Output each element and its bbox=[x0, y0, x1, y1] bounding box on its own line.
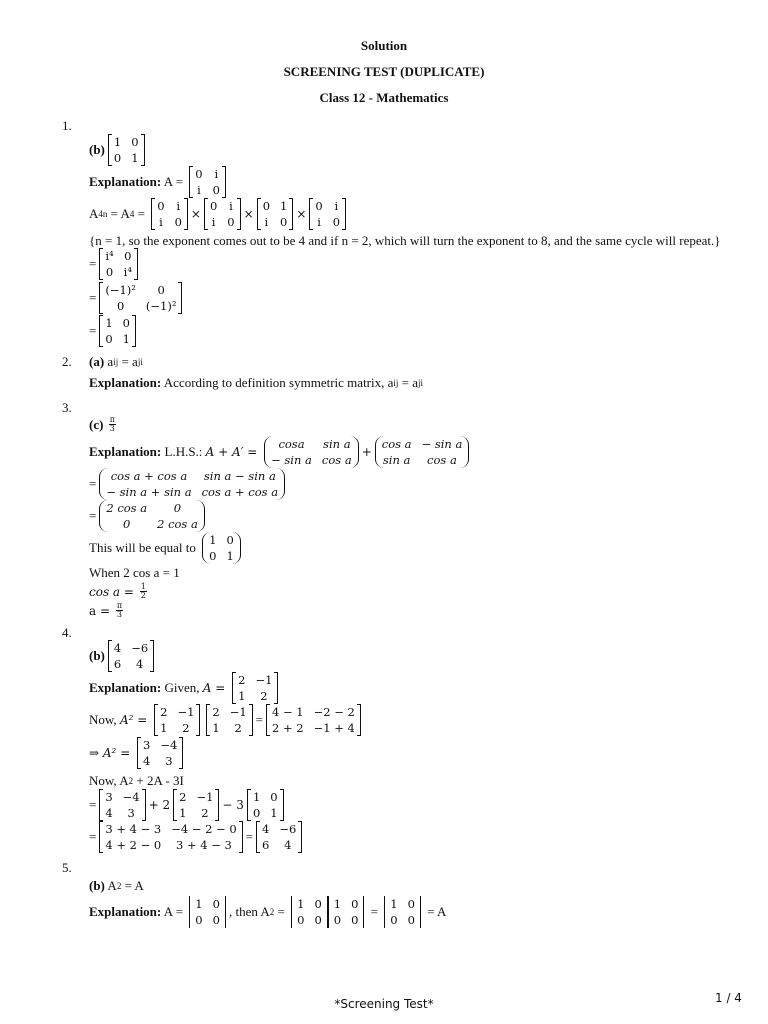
q1-r3 bbox=[99, 315, 136, 347]
q1-matrix-a bbox=[189, 166, 226, 198]
q5-m1 bbox=[291, 896, 328, 928]
matrix-cell: 0 bbox=[270, 790, 278, 804]
matrix-grid bbox=[204, 198, 241, 230]
q1-m4 bbox=[309, 198, 346, 230]
q3-a-lhs: a = bbox=[89, 603, 114, 618]
plus-symbol: + bbox=[361, 445, 372, 459]
matrix-cell: 1 bbox=[160, 721, 168, 735]
page-number: 1 / 4 bbox=[715, 991, 742, 1005]
matrix-cell: i bbox=[211, 215, 216, 229]
q1-m3 bbox=[257, 198, 294, 230]
matrix-grid bbox=[99, 248, 138, 280]
matrix-cell: 2 bbox=[160, 705, 168, 719]
frac-den: 3 bbox=[109, 424, 115, 433]
question-number-3: 3. bbox=[62, 400, 72, 415]
q3-when bbox=[89, 565, 180, 581]
q4-a-eq: A = bbox=[202, 681, 230, 695]
matrix-cell: 0 bbox=[297, 913, 305, 927]
matrix-grid bbox=[291, 896, 328, 928]
matrix-cell: 0 bbox=[157, 199, 165, 213]
equals: = bbox=[89, 829, 97, 844]
matrix-cell: 0 bbox=[407, 913, 415, 927]
matrix-cell: sin a bbox=[382, 453, 411, 467]
q3-m3 bbox=[99, 468, 285, 500]
equals: = bbox=[245, 829, 254, 844]
matrix-cell: cos a + cos a bbox=[110, 469, 188, 483]
q1-step3 bbox=[89, 315, 139, 347]
matrix-cell: 1 bbox=[131, 151, 139, 165]
matrix-cell: 4 bbox=[143, 754, 151, 768]
matrix-cell: 0 bbox=[390, 913, 398, 927]
matrix-cell: 0 bbox=[124, 249, 132, 263]
frac-num: 1 bbox=[140, 582, 146, 591]
matrix-cell: 0 bbox=[209, 549, 217, 563]
matrix-cell: 0 bbox=[226, 533, 234, 547]
q4-sq-result bbox=[266, 704, 361, 736]
matrix-grid bbox=[99, 315, 136, 347]
q1-r2 bbox=[99, 282, 182, 314]
q2-expl-sub1: ij bbox=[393, 378, 399, 388]
matrix-cell: −4 bbox=[122, 790, 140, 804]
q5-option: (b) bbox=[89, 878, 105, 893]
matrix-cell: 0 bbox=[105, 265, 114, 279]
q4-sum-matrix bbox=[99, 821, 242, 853]
matrix-cell: 1 bbox=[179, 806, 187, 820]
matrix-cell: 2 bbox=[212, 705, 220, 719]
q4-option: (b) bbox=[89, 648, 105, 663]
matrix-cell: 2 cos a bbox=[106, 501, 148, 515]
q5-result bbox=[384, 896, 421, 928]
matrix-cell: cosa bbox=[278, 437, 305, 451]
matrix-cell: i bbox=[264, 215, 269, 229]
equals: = bbox=[255, 712, 264, 727]
q2-sub2: ji bbox=[137, 357, 143, 367]
matrix-cell: −1 bbox=[196, 790, 214, 804]
matrix-cell: 4 bbox=[105, 806, 113, 820]
matrix-cell: 1 bbox=[270, 806, 278, 820]
matrix-cell: 0 bbox=[105, 332, 113, 346]
matrix-cell: 4 + 2 − 0 bbox=[105, 838, 162, 852]
q4-implies-line bbox=[89, 737, 186, 769]
equals: = bbox=[89, 323, 97, 338]
q3-step1 bbox=[89, 468, 288, 500]
q1-a4-mid: = A bbox=[107, 206, 130, 221]
footer-label: *Screening Test* bbox=[334, 997, 434, 1011]
matrix-cell: 0 bbox=[122, 316, 130, 330]
equals: = bbox=[367, 904, 382, 919]
question-number-2: 2. bbox=[62, 354, 72, 369]
q5-explanation-line bbox=[89, 896, 446, 928]
matrix-cell: 0 bbox=[280, 215, 288, 229]
matrix-cell: −1 + 4 bbox=[313, 721, 355, 735]
matrix-cell: 4 − 1 bbox=[272, 705, 304, 719]
matrix-cell: 1 bbox=[209, 533, 217, 547]
q3-equal-text: This will be equal to bbox=[89, 540, 200, 555]
matrix-cell: − sin a bbox=[271, 453, 312, 467]
q3-explanation-label: Explanation: bbox=[89, 444, 162, 459]
matrix-cell: 0 bbox=[123, 517, 131, 531]
q1-note-text: {n = 1, so the exponent comes out to be 4 and if n = 2, which will turn the exponent to 8, and the same cycle will repeat.} bbox=[89, 233, 721, 248]
q1-a4n-line bbox=[89, 198, 349, 230]
q1-m1 bbox=[151, 198, 188, 230]
matrix-cell: 1 bbox=[212, 721, 220, 735]
q1-r1 bbox=[99, 248, 138, 280]
matrix-cell: 0 bbox=[315, 199, 323, 213]
matrix-cell: 0 bbox=[113, 151, 122, 165]
matrix-cell: (−1)² bbox=[105, 283, 136, 297]
matrix-cell: cos a bbox=[381, 437, 412, 451]
q3-m4 bbox=[99, 500, 205, 532]
q4-expr-a2 bbox=[99, 789, 145, 821]
matrix-cell: 3 bbox=[105, 790, 113, 804]
matrix-grid bbox=[99, 500, 205, 532]
matrix-cell: 0 bbox=[174, 215, 182, 229]
q2-explanation-label: Explanation: bbox=[89, 375, 162, 390]
matrix-cell: i bbox=[176, 199, 181, 213]
q4-expr-a bbox=[173, 789, 219, 821]
matrix-cell: 6 bbox=[113, 657, 122, 671]
q1-a4n-exp: 4n bbox=[98, 209, 108, 219]
q4-expr-i bbox=[247, 789, 284, 821]
matrix-grid bbox=[375, 436, 470, 468]
q3-cos-lhs: cos a = bbox=[89, 584, 138, 599]
frac-den: 2 bbox=[140, 591, 146, 600]
matrix-cell: 3 + 4 − 3 bbox=[105, 822, 162, 836]
q2-expl-sub2: ji bbox=[418, 378, 424, 388]
q4-a2-eq: A² = bbox=[119, 713, 152, 727]
q5-a-eq: A = bbox=[161, 904, 187, 919]
q5-m2 bbox=[328, 896, 365, 928]
matrix-cell: i bbox=[197, 183, 201, 197]
matrix-grid bbox=[99, 789, 145, 821]
matrix-cell: 0 bbox=[157, 283, 165, 297]
q4-expr-line bbox=[89, 789, 287, 821]
matrix-grid bbox=[189, 166, 226, 198]
matrix-cell: −1 bbox=[177, 705, 195, 719]
q4-sq-right bbox=[206, 704, 252, 736]
matrix-cell: 0 bbox=[131, 135, 139, 149]
matrix-grid bbox=[154, 704, 200, 736]
matrix-cell: 1 bbox=[333, 897, 342, 911]
q4-a2-matrix bbox=[137, 737, 183, 769]
matrix-cell: 1 bbox=[297, 897, 305, 911]
matrix-cell: 0 bbox=[333, 913, 342, 927]
q3-step2 bbox=[89, 500, 208, 532]
q5-then-eq: = bbox=[274, 904, 289, 919]
matrix-cell: 0 bbox=[212, 897, 220, 911]
q5-matrix-a bbox=[189, 896, 226, 928]
matrix-grid bbox=[99, 468, 285, 500]
test-title: SCREENING TEST (DUPLICATE) bbox=[283, 64, 485, 79]
q2-answer-a: a bbox=[104, 354, 114, 369]
matrix-cell: 0 bbox=[212, 183, 220, 197]
q1-a4-exp: 4 bbox=[129, 209, 135, 219]
matrix-cell: − sin a + sin a bbox=[106, 485, 192, 499]
matrix-cell: 0 bbox=[227, 215, 235, 229]
matrix-cell: 1 bbox=[280, 199, 288, 213]
q4-answer bbox=[89, 640, 157, 672]
matrix-cell: −6 bbox=[279, 822, 297, 836]
q4-matrix-a bbox=[232, 672, 278, 704]
q3-when-text: When 2 cos a = 1 bbox=[89, 565, 180, 580]
matrix-grid bbox=[137, 737, 183, 769]
matrix-grid bbox=[202, 532, 241, 564]
matrix-grid bbox=[328, 896, 365, 928]
matrix-cell: −4 bbox=[160, 738, 178, 752]
matrix-grid bbox=[232, 672, 278, 704]
matrix-grid bbox=[247, 789, 284, 821]
matrix-grid bbox=[206, 704, 252, 736]
q2-option: (a) bbox=[89, 354, 105, 369]
matrix-cell: 0 bbox=[407, 897, 415, 911]
matrix-grid bbox=[256, 821, 302, 853]
matrix-cell: 3 + 4 − 3 bbox=[176, 838, 232, 852]
q1-explanation-line bbox=[89, 166, 229, 198]
equals: = bbox=[89, 256, 97, 271]
class-subtitle: Class 12 - Mathematics bbox=[319, 90, 449, 105]
q4-now: Now, bbox=[89, 712, 120, 727]
matrix-cell: 0 bbox=[262, 199, 271, 213]
matrix-cell: 3 bbox=[143, 738, 151, 752]
matrix-cell: −6 bbox=[131, 641, 149, 655]
q4-now2-line bbox=[89, 773, 184, 789]
matrix-cell: (−1)² bbox=[145, 299, 177, 313]
matrix-grid bbox=[189, 896, 226, 928]
times-symbol: × bbox=[190, 207, 201, 221]
q2-explanation-text: According to definition symmetric matrix, a bbox=[161, 375, 394, 390]
matrix-cell: 2 bbox=[234, 721, 242, 735]
matrix-cell: cos a bbox=[427, 453, 457, 467]
q4-square-line bbox=[89, 704, 364, 736]
matrix-cell: 2 cos a bbox=[157, 517, 198, 531]
matrix-cell: 1 bbox=[226, 549, 234, 563]
q3-m5 bbox=[202, 532, 241, 564]
matrix-grid bbox=[266, 704, 361, 736]
times-symbol: × bbox=[296, 207, 307, 221]
matrix-cell: 4 bbox=[284, 838, 292, 852]
matrix-cell: −1 bbox=[255, 673, 273, 687]
matrix-cell: 1 bbox=[105, 316, 113, 330]
matrix-cell: 2 bbox=[201, 806, 209, 820]
matrix-cell: cos a + cos a bbox=[201, 485, 279, 499]
matrix-cell: 3 bbox=[165, 754, 173, 768]
matrix-cell: 0 bbox=[209, 199, 218, 213]
equals: = bbox=[89, 508, 97, 523]
matrix-cell: 0 bbox=[252, 806, 261, 820]
q4-sq-left bbox=[154, 704, 200, 736]
q4-answer-matrix bbox=[108, 640, 154, 672]
q1-a4n-base: A bbox=[89, 206, 99, 221]
matrix-cell: 0 bbox=[116, 299, 125, 313]
q2-answer bbox=[89, 354, 143, 370]
q3-answer-fraction bbox=[109, 416, 116, 433]
q5-then: , then A bbox=[228, 904, 270, 919]
matrix-cell: 0 bbox=[351, 897, 359, 911]
frac-den: 3 bbox=[116, 610, 123, 619]
q5-answer-exp: 2 bbox=[116, 881, 122, 891]
q4-explanation-line bbox=[89, 672, 281, 704]
q2-expl-mid: = a bbox=[398, 375, 419, 390]
matrix-grid bbox=[257, 198, 294, 230]
matrix-cell: i⁴ bbox=[123, 265, 132, 279]
q4-a2-eq: A² = bbox=[102, 746, 135, 760]
question-number-4: 4. bbox=[62, 625, 72, 640]
matrix-cell: 1 bbox=[390, 897, 398, 911]
matrix-cell: cos a bbox=[321, 453, 352, 467]
matrix-grid bbox=[108, 640, 154, 672]
matrix-grid bbox=[151, 198, 188, 230]
q5-explanation-label: Explanation: bbox=[89, 904, 162, 919]
q1-a-eq: A = bbox=[161, 174, 187, 189]
matrix-cell: −4 − 2 − 0 bbox=[171, 822, 237, 836]
matrix-cell: sin a − sin a bbox=[203, 469, 276, 483]
matrix-cell: 2 + 2 bbox=[272, 721, 304, 735]
matrix-cell: i bbox=[214, 167, 219, 181]
matrix-cell: 0 bbox=[212, 913, 220, 927]
matrix-cell: sin a bbox=[323, 437, 351, 451]
matrix-cell: 1 bbox=[252, 790, 261, 804]
matrix-cell: 1 bbox=[238, 689, 246, 703]
q4-final-matrix bbox=[256, 821, 302, 853]
matrix-cell: −2 − 2 bbox=[313, 705, 355, 719]
q1-explanation-label: Explanation: bbox=[89, 174, 162, 189]
matrix-cell: 2 bbox=[179, 790, 187, 804]
q2-sub1: ij bbox=[113, 357, 119, 367]
q4-now2-rest: + 2A - 3I bbox=[133, 773, 184, 788]
matrix-cell: 2 bbox=[182, 721, 190, 735]
matrix-cell: 0 bbox=[351, 913, 359, 927]
q1-step2 bbox=[89, 282, 185, 314]
minus-three: − 3 bbox=[222, 798, 244, 812]
matrix-cell: 2 bbox=[260, 689, 268, 703]
q5-answer-rest: = A bbox=[121, 878, 144, 893]
q3-answer bbox=[89, 416, 118, 433]
q3-lhs: L.H.S.: bbox=[161, 444, 206, 459]
matrix-cell: i bbox=[229, 199, 233, 213]
matrix-cell: 0 bbox=[332, 215, 341, 229]
frac-num: π bbox=[116, 601, 123, 610]
matrix-grid bbox=[173, 789, 219, 821]
q1-answer-matrix bbox=[108, 134, 145, 166]
implies-symbol: ⇒ bbox=[89, 746, 103, 760]
matrix-cell: 6 bbox=[262, 838, 270, 852]
q5-final: = A bbox=[423, 904, 447, 919]
q1-step1 bbox=[89, 248, 141, 280]
q5-answer bbox=[89, 878, 144, 894]
q1-note bbox=[89, 233, 721, 249]
q3-lhs-math: A + A′ = bbox=[205, 445, 262, 459]
q3-m2 bbox=[375, 436, 470, 468]
q1-option: (b) bbox=[89, 142, 105, 157]
matrix-cell: i⁴ bbox=[105, 249, 114, 263]
matrix-cell: i bbox=[334, 199, 339, 213]
q1-m2 bbox=[204, 198, 241, 230]
matrix-grid bbox=[264, 436, 359, 468]
matrix-grid bbox=[108, 134, 145, 166]
q1-answer bbox=[89, 134, 148, 166]
matrix-cell: − sin a bbox=[421, 437, 463, 451]
q2-answer-mid: = a bbox=[118, 354, 138, 369]
matrix-cell: 0 bbox=[195, 913, 203, 927]
q3-m1 bbox=[264, 436, 359, 468]
q5-answer-a: A bbox=[104, 878, 117, 893]
matrix-cell: 1 bbox=[122, 332, 130, 346]
matrix-cell: 0 bbox=[314, 897, 322, 911]
matrix-cell: i bbox=[159, 215, 163, 229]
matrix-cell: 0 bbox=[314, 913, 322, 927]
q4-now2: Now, A bbox=[89, 773, 129, 788]
matrix-grid bbox=[384, 896, 421, 928]
matrix-cell: 3 bbox=[127, 806, 135, 820]
matrix-cell: 0 bbox=[173, 501, 182, 515]
matrix-cell: 4 bbox=[262, 822, 270, 836]
q4-result-line bbox=[89, 821, 305, 853]
q3-equal-line bbox=[89, 532, 244, 564]
times-symbol: × bbox=[243, 207, 254, 221]
q2-explanation-line bbox=[89, 375, 423, 391]
matrix-cell: 1 bbox=[195, 897, 203, 911]
matrix-cell: 2 bbox=[238, 673, 246, 687]
q3-cos-fraction bbox=[140, 583, 147, 600]
frac-num: π bbox=[109, 415, 115, 424]
q3-cos-line bbox=[89, 583, 149, 600]
question-number-5: 5. bbox=[62, 860, 72, 875]
q3-a-fraction bbox=[116, 602, 123, 619]
q1-a4-eq: = bbox=[134, 206, 149, 221]
matrix-cell: −1 bbox=[229, 705, 247, 719]
q3-a-line bbox=[89, 602, 125, 619]
question-number-1: 1. bbox=[62, 118, 72, 133]
matrix-cell: i bbox=[317, 215, 321, 229]
matrix-cell: 0 bbox=[195, 167, 203, 181]
equals: = bbox=[89, 476, 97, 491]
matrix-grid bbox=[99, 821, 242, 853]
matrix-grid bbox=[309, 198, 346, 230]
matrix-cell: 4 bbox=[113, 641, 122, 655]
q4-explanation-label: Explanation: bbox=[89, 680, 162, 695]
q4-now2-exp: 2 bbox=[128, 776, 134, 786]
equals: = bbox=[89, 797, 97, 812]
q5-then-exp: 2 bbox=[269, 907, 275, 917]
q4-given: Given, bbox=[161, 680, 203, 695]
q3-explanation-line bbox=[89, 436, 472, 468]
plus-two: + 2 bbox=[148, 798, 171, 812]
solution-heading: Solution bbox=[360, 38, 408, 53]
q3-option: (c) bbox=[89, 416, 104, 432]
equals: = bbox=[89, 290, 97, 305]
matrix-grid bbox=[99, 282, 182, 314]
matrix-cell: 1 bbox=[113, 135, 122, 149]
matrix-cell: 4 bbox=[136, 657, 144, 671]
